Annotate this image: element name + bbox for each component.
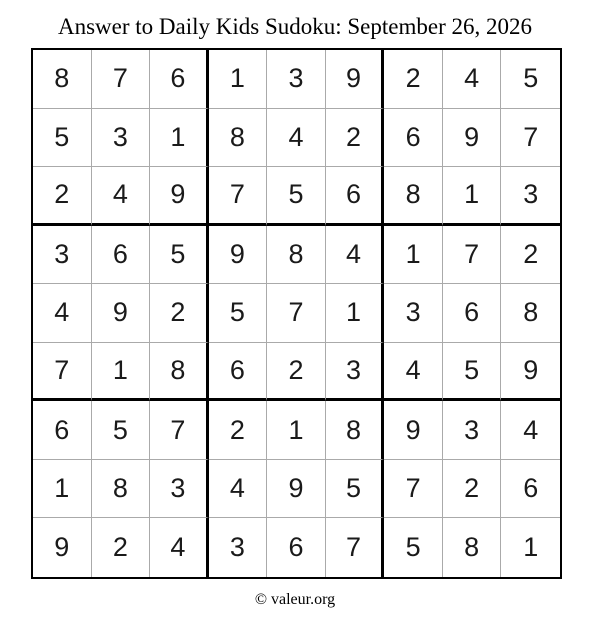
sudoku-cell: 2 [501,226,560,285]
sudoku-cell: 1 [33,460,92,519]
sudoku-cell: 8 [267,226,326,285]
sudoku-cell: 2 [443,460,502,519]
sudoku-cell: 1 [209,50,268,109]
sudoku-cell: 2 [209,401,268,460]
sudoku-cell: 8 [501,284,560,343]
sudoku-cell: 3 [443,401,502,460]
sudoku-cell: 4 [150,518,209,577]
sudoku-cell: 2 [326,109,385,168]
sudoku-cell: 5 [33,109,92,168]
page-title: Answer to Daily Kids Sudoku: September 26, 2026 [57,14,532,39]
sudoku-cell: 8 [326,401,385,460]
sudoku-cell: 7 [501,109,560,168]
sudoku-cell: 6 [267,518,326,577]
sudoku-cell: 7 [209,167,268,226]
sudoku-cell: 4 [267,109,326,168]
copyright-footer: © valeur.org [254,591,336,608]
sudoku-cell: 2 [267,343,326,402]
sudoku-cell: 3 [384,284,443,343]
sudoku-cell: 7 [326,518,385,577]
sudoku-cell: 9 [443,109,502,168]
sudoku-cell: 9 [150,167,209,226]
sudoku-cell: 7 [267,284,326,343]
sudoku-cell: 3 [209,518,268,577]
sudoku-cell: 1 [267,401,326,460]
sudoku-cell: 9 [384,401,443,460]
sudoku-cell: 9 [209,226,268,285]
sudoku-cell: 8 [209,109,268,168]
sudoku-cell: 1 [92,343,151,402]
sudoku-cell: 1 [384,226,443,285]
sudoku-cell: 5 [501,50,560,109]
sudoku-cell: 7 [92,50,151,109]
sudoku-cell: 5 [326,460,385,519]
sudoku-cell: 1 [150,109,209,168]
sudoku-cell: 7 [150,401,209,460]
sudoku-cell: 6 [150,50,209,109]
sudoku-cell: 4 [501,401,560,460]
sudoku-cell: 5 [92,401,151,460]
sudoku-cell: 1 [443,167,502,226]
sudoku-cell: 8 [384,167,443,226]
sudoku-cell: 5 [384,518,443,577]
sudoku-cell: 6 [33,401,92,460]
sudoku-cell: 7 [384,460,443,519]
sudoku-cell: 3 [501,167,560,226]
sudoku-cell: 8 [33,50,92,109]
sudoku-cell: 6 [384,109,443,168]
sudoku-cell: 8 [443,518,502,577]
sudoku-cell: 4 [384,343,443,402]
sudoku-cell: 3 [326,343,385,402]
sudoku-cell: 7 [443,226,502,285]
sudoku-cell: 3 [267,50,326,109]
sudoku-cell: 3 [33,226,92,285]
sudoku-cell: 4 [209,460,268,519]
sudoku-cell: 7 [33,343,92,402]
sudoku-cell: 4 [33,284,92,343]
sudoku-cell: 9 [33,518,92,577]
sudoku-cell: 2 [92,518,151,577]
sudoku-cell: 1 [326,284,385,343]
sudoku-cell: 4 [443,50,502,109]
sudoku-cell: 2 [33,167,92,226]
sudoku-cell: 2 [384,50,443,109]
sudoku-grid [31,48,562,579]
sudoku-cell: 2 [150,284,209,343]
sudoku-cell: 6 [443,284,502,343]
sudoku-cell: 6 [326,167,385,226]
sudoku-cell: 5 [150,226,209,285]
sudoku-cell: 6 [209,343,268,402]
sudoku-cell: 5 [209,284,268,343]
sudoku-cell: 4 [92,167,151,226]
sudoku-cell: 5 [267,167,326,226]
sudoku-cell: 4 [326,226,385,285]
sudoku-cell: 3 [150,460,209,519]
sudoku-cell: 5 [443,343,502,402]
sudoku-cell: 3 [92,109,151,168]
sudoku-cell: 8 [150,343,209,402]
sudoku-cell: 9 [267,460,326,519]
sudoku-cell: 9 [326,50,385,109]
sudoku-cell: 6 [501,460,560,519]
sudoku-cell: 1 [523,532,539,563]
sudoku-cell: 9 [92,284,151,343]
sudoku-cell: 9 [501,343,560,402]
sudoku-cell: 6 [92,226,151,285]
sudoku-cell: 8 [92,460,151,519]
